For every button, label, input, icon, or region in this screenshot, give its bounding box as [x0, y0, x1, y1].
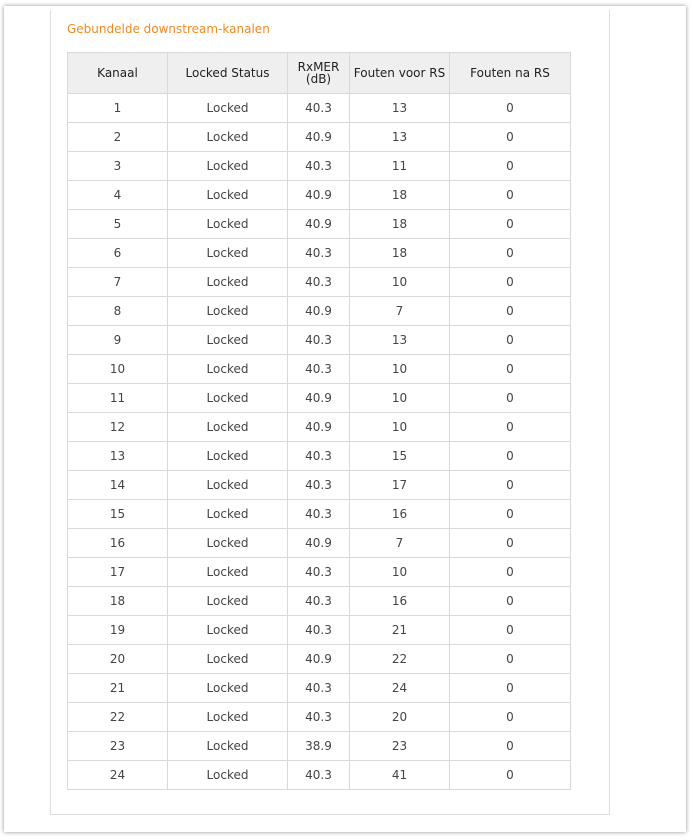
cell-fouten-na-rs: 0 [450, 210, 571, 239]
cell-kanaal: 13 [68, 442, 168, 471]
cell-locked-status: Locked [168, 297, 288, 326]
cell-fouten-na-rs: 0 [450, 529, 571, 558]
cell-rxmer: 40.3 [288, 355, 350, 384]
cell-fouten-voor-rs: 13 [350, 94, 450, 123]
table-row [68, 529, 571, 558]
cell-rxmer: 40.9 [288, 297, 350, 326]
table-row [68, 703, 571, 732]
downstream-channels-table [67, 52, 571, 790]
cell-locked-status: Locked [168, 761, 288, 790]
cell-fouten-voor-rs: 23 [350, 732, 450, 761]
cell-rxmer: 40.3 [288, 587, 350, 616]
cell-rxmer: 40.9 [288, 123, 350, 152]
cell-fouten-na-rs: 0 [450, 674, 571, 703]
table-row [68, 384, 571, 413]
cell-rxmer: 40.9 [288, 181, 350, 210]
cell-fouten-voor-rs: 10 [350, 413, 450, 442]
cell-kanaal: 11 [68, 384, 168, 413]
cell-kanaal: 16 [68, 529, 168, 558]
cell-kanaal: 14 [68, 471, 168, 500]
cell-rxmer: 40.3 [288, 471, 350, 500]
cell-fouten-na-rs: 0 [450, 558, 571, 587]
cell-locked-status: Locked [168, 616, 288, 645]
cell-locked-status: Locked [168, 529, 288, 558]
cell-fouten-voor-rs: 20 [350, 703, 450, 732]
cell-fouten-na-rs: 0 [450, 268, 571, 297]
cell-kanaal: 9 [68, 326, 168, 355]
cell-fouten-na-rs: 0 [450, 355, 571, 384]
cell-fouten-voor-rs: 24 [350, 674, 450, 703]
cell-locked-status: Locked [168, 268, 288, 297]
cell-locked-status: Locked [168, 500, 288, 529]
cell-rxmer: 40.3 [288, 674, 350, 703]
cell-fouten-voor-rs: 18 [350, 239, 450, 268]
cell-rxmer: 40.3 [288, 442, 350, 471]
table-row [68, 587, 571, 616]
cell-locked-status: Locked [168, 471, 288, 500]
cell-rxmer: 40.3 [288, 326, 350, 355]
cell-locked-status: Locked [168, 587, 288, 616]
table-row [68, 239, 571, 268]
cell-locked-status: Locked [168, 645, 288, 674]
cell-locked-status: Locked [168, 181, 288, 210]
cell-locked-status: Locked [168, 123, 288, 152]
cell-kanaal: 20 [68, 645, 168, 674]
cell-fouten-na-rs: 0 [450, 413, 571, 442]
cell-fouten-na-rs: 0 [450, 384, 571, 413]
cell-rxmer: 40.3 [288, 500, 350, 529]
header-fouten-na-rs: Fouten na RS [450, 53, 571, 94]
cell-locked-status: Locked [168, 703, 288, 732]
cell-fouten-na-rs: 0 [450, 703, 571, 732]
section-title: Gebundelde downstream-kanalen [67, 22, 270, 36]
table-row [68, 500, 571, 529]
cell-fouten-na-rs: 0 [450, 732, 571, 761]
table-row [68, 761, 571, 790]
cell-rxmer: 40.3 [288, 239, 350, 268]
cell-fouten-voor-rs: 41 [350, 761, 450, 790]
cell-fouten-voor-rs: 22 [350, 645, 450, 674]
cell-fouten-na-rs: 0 [450, 471, 571, 500]
cell-fouten-voor-rs: 16 [350, 500, 450, 529]
cell-locked-status: Locked [168, 384, 288, 413]
cell-rxmer: 40.9 [288, 529, 350, 558]
cell-locked-status: Locked [168, 442, 288, 471]
cell-kanaal: 21 [68, 674, 168, 703]
cell-fouten-na-rs: 0 [450, 587, 571, 616]
cell-fouten-voor-rs: 15 [350, 442, 450, 471]
cell-fouten-na-rs: 0 [450, 616, 571, 645]
cell-fouten-voor-rs: 7 [350, 529, 450, 558]
table-row [68, 181, 571, 210]
cell-rxmer: 40.3 [288, 152, 350, 181]
table-row [68, 732, 571, 761]
cell-fouten-voor-rs: 16 [350, 587, 450, 616]
cell-kanaal: 7 [68, 268, 168, 297]
cell-fouten-na-rs: 0 [450, 94, 571, 123]
cell-kanaal: 1 [68, 94, 168, 123]
downstream-table-container [67, 52, 571, 790]
cell-fouten-na-rs: 0 [450, 442, 571, 471]
cell-rxmer: 40.9 [288, 384, 350, 413]
cell-kanaal: 3 [68, 152, 168, 181]
cell-fouten-voor-rs: 10 [350, 558, 450, 587]
cell-locked-status: Locked [168, 732, 288, 761]
table-row [68, 413, 571, 442]
table-row [68, 645, 571, 674]
cell-fouten-na-rs: 0 [450, 645, 571, 674]
cell-kanaal: 23 [68, 732, 168, 761]
cell-fouten-voor-rs: 10 [350, 384, 450, 413]
cell-locked-status: Locked [168, 413, 288, 442]
table-row [68, 152, 571, 181]
cell-fouten-voor-rs: 21 [350, 616, 450, 645]
table-row [68, 558, 571, 587]
table-row [68, 123, 571, 152]
cell-kanaal: 10 [68, 355, 168, 384]
table-row [68, 355, 571, 384]
cell-locked-status: Locked [168, 94, 288, 123]
cell-fouten-voor-rs: 10 [350, 355, 450, 384]
cell-fouten-voor-rs: 13 [350, 123, 450, 152]
cell-fouten-na-rs: 0 [450, 761, 571, 790]
cell-rxmer: 40.3 [288, 616, 350, 645]
header-fouten-voor-rs: Fouten voor RS [350, 53, 450, 94]
cell-kanaal: 6 [68, 239, 168, 268]
cell-fouten-voor-rs: 11 [350, 152, 450, 181]
table-header [68, 53, 571, 94]
table-row [68, 94, 571, 123]
page-frame [4, 6, 686, 832]
cell-kanaal: 8 [68, 297, 168, 326]
table-body [68, 94, 571, 790]
cell-kanaal: 18 [68, 587, 168, 616]
cell-fouten-na-rs: 0 [450, 326, 571, 355]
cell-kanaal: 2 [68, 123, 168, 152]
cell-rxmer: 38.9 [288, 732, 350, 761]
cell-fouten-voor-rs: 18 [350, 210, 450, 239]
cell-fouten-na-rs: 0 [450, 123, 571, 152]
cell-kanaal: 17 [68, 558, 168, 587]
table-row [68, 326, 571, 355]
cell-locked-status: Locked [168, 152, 288, 181]
cell-rxmer: 40.3 [288, 94, 350, 123]
cell-kanaal: 15 [68, 500, 168, 529]
cell-fouten-na-rs: 0 [450, 500, 571, 529]
cell-fouten-na-rs: 0 [450, 152, 571, 181]
cell-locked-status: Locked [168, 210, 288, 239]
table-row [68, 268, 571, 297]
cell-kanaal: 22 [68, 703, 168, 732]
cell-locked-status: Locked [168, 239, 288, 268]
table-row [68, 210, 571, 239]
table-row [68, 471, 571, 500]
header-rxmer: RxMER (dB) [288, 53, 350, 94]
cell-fouten-na-rs: 0 [450, 181, 571, 210]
cell-kanaal: 4 [68, 181, 168, 210]
header-locked-status: Locked Status [168, 53, 288, 94]
downstream-panel [50, 10, 610, 815]
cell-kanaal: 24 [68, 761, 168, 790]
cell-locked-status: Locked [168, 558, 288, 587]
table-row [68, 442, 571, 471]
cell-fouten-voor-rs: 17 [350, 471, 450, 500]
cell-kanaal: 12 [68, 413, 168, 442]
cell-locked-status: Locked [168, 326, 288, 355]
cell-rxmer: 40.9 [288, 413, 350, 442]
cell-fouten-voor-rs: 18 [350, 181, 450, 210]
cell-fouten-voor-rs: 13 [350, 326, 450, 355]
cell-rxmer: 40.3 [288, 761, 350, 790]
cell-rxmer: 40.3 [288, 703, 350, 732]
cell-locked-status: Locked [168, 674, 288, 703]
cell-rxmer: 40.3 [288, 268, 350, 297]
cell-rxmer: 40.3 [288, 558, 350, 587]
cell-rxmer: 40.9 [288, 645, 350, 674]
cell-rxmer: 40.9 [288, 210, 350, 239]
cell-kanaal: 19 [68, 616, 168, 645]
table-row [68, 674, 571, 703]
cell-fouten-voor-rs: 10 [350, 268, 450, 297]
cell-locked-status: Locked [168, 355, 288, 384]
cell-fouten-na-rs: 0 [450, 239, 571, 268]
header-kanaal: Kanaal [68, 53, 168, 94]
cell-kanaal: 5 [68, 210, 168, 239]
cell-fouten-voor-rs: 7 [350, 297, 450, 326]
header-row [68, 53, 571, 94]
cell-fouten-na-rs: 0 [450, 297, 571, 326]
table-row [68, 297, 571, 326]
table-row [68, 616, 571, 645]
